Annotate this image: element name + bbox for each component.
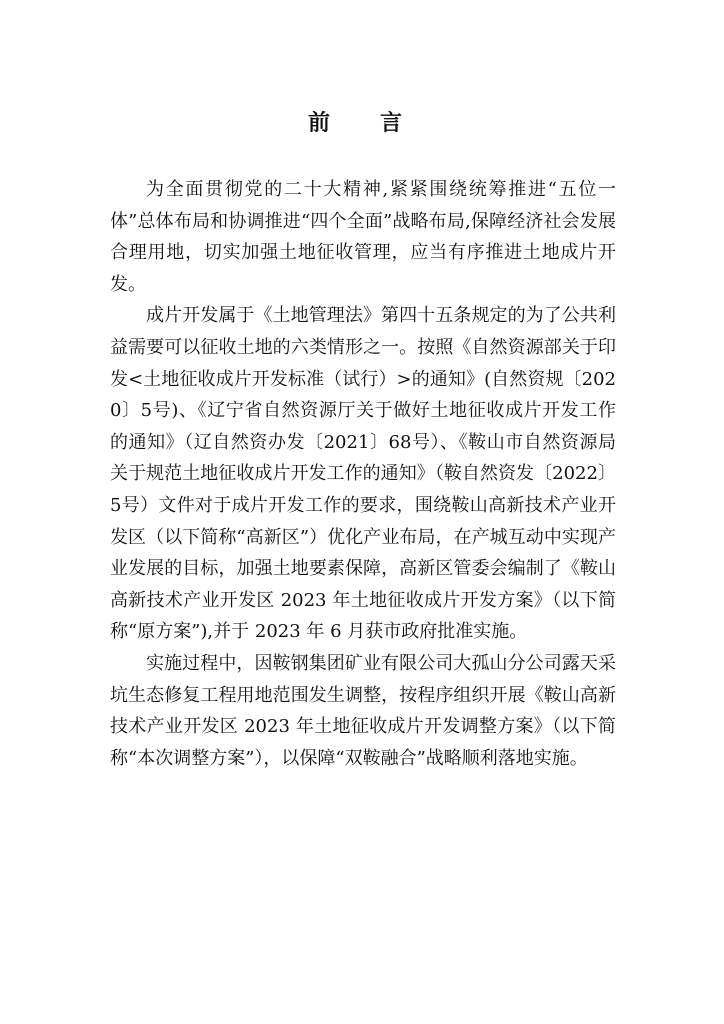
paragraph-2: 成片开发属于《土地管理法》第四十五条规定的为了公共利益需要可以征收土地的六类情形之一。按照《自然资源部关于印发<土地征收成片开发标准（试行）>的通知》(自然资规〔2020〕5号)、《辽宁省自然资源厅关于做好土地征收成片开发工作的通知》（辽自然资办发〔2021〕68号）、《鞍山市自然资源局关于规范土地征收成片开发工作的通知》（鞍自然资发〔2022〕5号）文件对于成片开发工作的要求，围绕鞍山高新技术产业开发区（以下简称“高新区”）优化产业布局，在产城互动中实现产业发展的目标，加强土地要素保障，高新区管委会编制了《鞍山高新技术产业开发区 2023 年土地征收成片开发方案》（以下简称“原方案”),并于 2023 年 6 月获市政府批准实施。 — [110, 305, 616, 643]
paragraph-3: 实施过程中，因鞍钢集团矿业有限公司大孤山分公司露天采坑生态修复工程用地范围发生调整，按程序组织开展《鞍山高新技术产业开发区 2023 年土地征收成片开发调整方案》（以下简称“本次调整方案”），以保障“双鞍融合”战略顺利落地实施。 — [110, 652, 616, 769]
paragraph-1: 为全面贯彻党的二十大精神,紧紧围绕统筹推进“五位一体”总体布局和协调推进“四个全面”战略布局,保障经济社会发展合理用地，切实加强土地征收管理，应当有序推进土地成片开发。 — [110, 179, 616, 295]
preface-body — [110, 174, 616, 774]
page-title: 前 言 — [307, 110, 416, 136]
